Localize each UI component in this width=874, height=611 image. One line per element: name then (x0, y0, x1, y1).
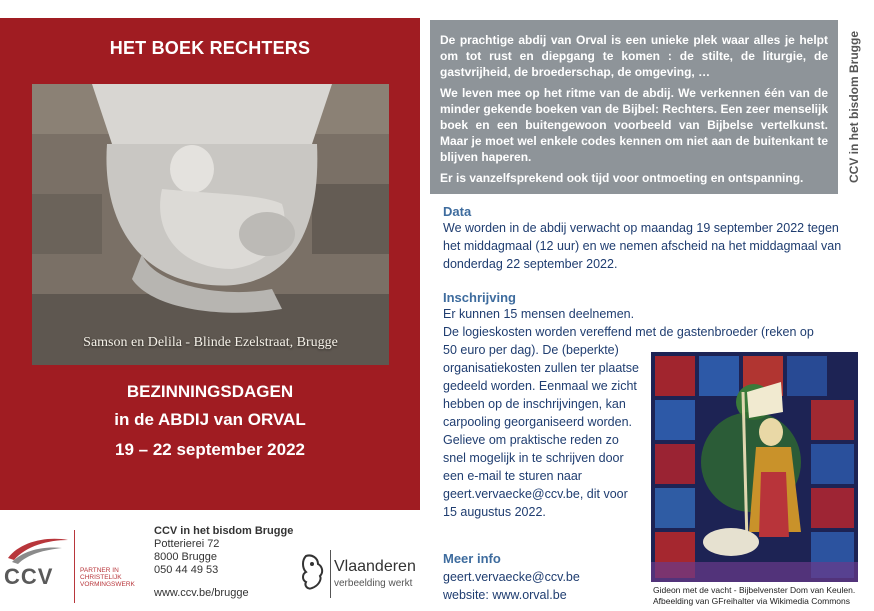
side-label-text: CCV in het bisdom Brugge (847, 30, 861, 184)
inschrijving-line-1: Er kunnen 15 mensen deelnemen. (443, 307, 635, 321)
glass-caption-line-2: Afbeelding van GFreihalter via Wikimedia Commons (653, 596, 850, 606)
partner-line-3: VORMINGSWERK (80, 581, 135, 588)
org-name: CCV in het bisdom Brugge (154, 525, 294, 537)
sculpture-image (32, 84, 389, 365)
inschrijving-line-2: De logieskosten worden vereffend met de gastenbroeder (reken op (443, 325, 814, 339)
data-text: We worden in de abdij verwacht op maandag 19 september 2022 tegen het middagmaal (12 uur) en we nemen afscheid na het middagmaal van donderdag 22 september 2022. (443, 221, 842, 271)
inschrijving-details: 50 euro per dag). De (beperkte) organisatiekosten zullen ter plaatse gedeeld worden. Eenmaal we zicht hebben op de inschrijvingen, kan carpooling georganiseerd worden. Gelieve om praktische reden zo snel mogelijk in te schrijven door een e-mail te sturen naar geert.vervaecke@ccv.be, dit voor 15 augustus 2022. (443, 343, 639, 519)
subtitle-bezinningsdagen: BEZINNINGSDAGEN (126, 382, 294, 401)
meer-info-block (443, 568, 643, 604)
glass-caption-line-1: Gideon met de vacht - Bijbelvenster Dom van Keulen. (653, 585, 856, 595)
vlaanderen-lion-icon (298, 552, 326, 592)
inschrijving-heading: Inschrijving (443, 290, 516, 305)
ccv-logo-text: CCV (4, 564, 54, 589)
inschrijving-intro (443, 305, 843, 341)
ccv-website-link[interactable]: www.ccv.be/brugge (154, 587, 249, 599)
subtitle-abdij: in de ABDIJ van ORVAL (114, 410, 306, 429)
glass-caption (653, 585, 855, 607)
logo-divider (74, 530, 75, 603)
intro-paragraph-3: Er is vanzelfsprekend ook tijd voor ontmoeting en ontspanning. (440, 171, 804, 185)
partner-line-1: PARTNER IN (80, 567, 119, 574)
phone: 050 44 49 53 (154, 564, 219, 576)
data-heading: Data (443, 204, 472, 219)
vlaanderen-divider (330, 550, 331, 598)
gideon-window-image (651, 352, 858, 582)
partner-text (80, 567, 135, 588)
contact-block (154, 525, 293, 577)
street: Potterierei 72 (154, 538, 220, 550)
vlaanderen-name: Vlaanderen (334, 558, 416, 575)
contact-email-link[interactable]: geert.vervaecke@ccv.be (443, 570, 580, 584)
intro-paragraph-2: We leven mee op het ritme van de abdij. We verkennen één van de minder gekende boeken van de Bijbel: Rechters. Een zeer menselijk boek en een buitengewoon voorbeeld van Bijbelse vertelkunst. Maar je moet wel enkele codes kennen om niet aan de buitenkant te blijven haperen. (440, 86, 828, 164)
stained-glass-image (651, 352, 858, 582)
meer-info-heading: Meer info (443, 551, 501, 566)
intro-box (430, 20, 838, 194)
samson-delila-photo (32, 84, 389, 365)
city: 8000 Brugge (154, 551, 217, 563)
photo-caption: Samson en Delila - Blinde Ezelstraat, Brugge (83, 335, 338, 350)
side-label (843, 20, 865, 194)
page-title: HET BOEK RECHTERS (109, 38, 311, 58)
subtitle-dates: 19 – 22 september 2022 (115, 440, 305, 459)
intro-paragraph-1: De prachtige abdij van Orval is een unieke plek waar alles je helpt om tot rust en diepgang te komen : de stilte, de liturgie, de gastvrijheid, de broederschap, de omgeving, … (440, 33, 828, 79)
partner-line-2: CHRISTELIJK (80, 574, 122, 581)
orval-website-link[interactable]: website: www.orval.be (443, 588, 567, 602)
vlaanderen-tagline: verbeelding werkt (334, 578, 413, 589)
